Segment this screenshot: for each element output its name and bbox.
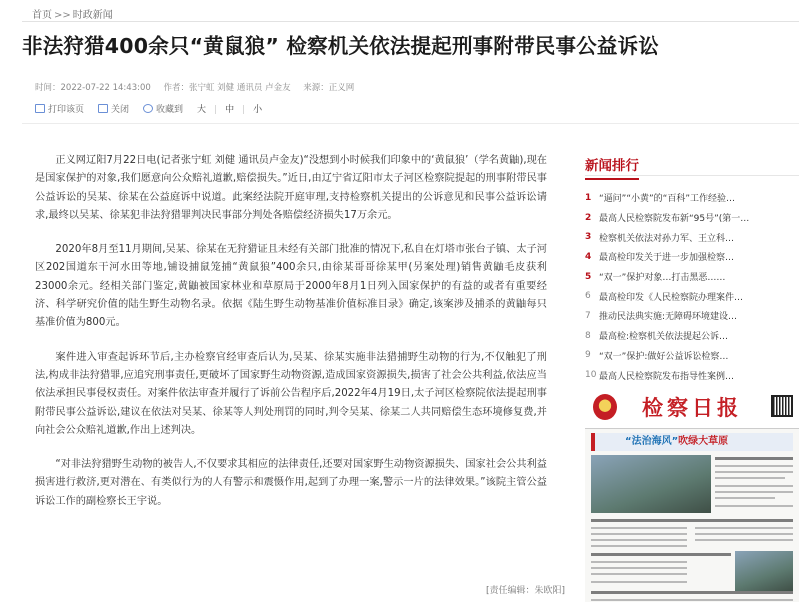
ranking-item[interactable] [585,227,799,247]
breadcrumb [32,6,115,21]
close-button[interactable] [98,102,129,115]
breadcrumb-separator: >> [54,10,71,21]
ranking-link[interactable]: 检察机关依法对孙力军、王立科… [599,233,735,244]
newspaper-text-line [715,497,775,499]
newspaper-text-line [591,545,687,547]
rank-number: 10 [585,370,597,381]
newspaper-text-line [591,567,687,569]
newspaper-text-line [591,581,687,583]
article-paragraph: “对非法狩猎野生动物的被告人,不仅要求其相应的法律责任,还要对国家野生动物资源损失、国家社会公共利益损害进行救济,更对潜在、有类似行为的人有警示和震慑作用,起到了办理一案,警示一片的法律效果。”该院主管公益诉讼工作的副检察长王宇说。 [35,459,547,507]
ranking-link[interactable]: 最高人民检察院发布新“95号”(第一… [599,214,750,225]
ranking-link[interactable]: 最高检印发关于进一步加强检察… [599,253,735,264]
print-icon [35,104,45,113]
newspaper-text-line [591,539,687,541]
rank-number: 2 [585,212,592,223]
newspaper-text-line [715,471,793,473]
article-paragraph: 正义网辽阳7月22日电(记者张宁虹 刘健 通讯员卢金友)“没想到小时候我们印象中的‘黄鼠狼’（学名黄鼬),现在是国家保护的对象,我们愿意向公众赔礼道歉,赔偿损失。”近日,由辽宁省辽阳市太子河区检察院提起的刑事附带民事公益诉讼的吴某、徐某在公益庭诉中说道。此案经法院开庭审理,支持检察机关提出的公诉意见和民事公益诉讼请求,最终以吴某、徐某犯非法狩猎罪判决民事部分判处各赔偿经济损失17万余元。 [35,155,547,221]
article-source: 来源：正义网 [303,83,355,93]
top-divider [22,21,799,22]
close-icon [98,104,108,113]
star-icon [143,104,153,113]
ranking-link[interactable]: 最高检:检察机关依法提起公诉… [599,332,729,343]
rank-number: 5 [585,271,592,282]
newspaper-text-line [591,573,687,575]
rank-number: 6 [585,291,591,302]
rank-number: 3 [585,232,592,243]
ranking-link[interactable]: 最高人民检察院发布指导性案例… [599,371,735,382]
ranking-link[interactable]: “双一”保护:做好公益诉讼检察… [599,351,729,362]
news-ranking [585,128,799,385]
newspaper-preview[interactable] [585,388,799,602]
newspaper-text-line [591,591,793,594]
ranking-item[interactable] [585,306,799,326]
newspaper-text-line [591,553,731,556]
newspaper-banner [591,433,793,451]
font-small-button[interactable]: 小 [253,105,263,115]
newspaper-text-line [715,465,793,467]
newspaper-text-line [591,599,793,601]
rank-number: 1 [585,192,592,203]
print-label: 打印该页 [48,105,85,115]
sidebar [585,128,799,602]
article-time: 时间：2022-07-22 14:43:00 [35,83,151,93]
newspaper-text-line [715,457,793,460]
newspaper-text-line [715,477,785,479]
font-size-switcher [197,102,270,115]
newspaper-text-line [695,527,793,529]
qr-code-icon [771,395,793,417]
newspaper-text-line [591,519,793,522]
favorite-button[interactable] [143,102,183,115]
ranking-item[interactable] [585,346,799,366]
newspaper-text-line [715,485,793,487]
article-title: 非法狩猎400余只“黄鼠狼” 检察机关依法提起刑事附带民事公益诉讼 [22,34,659,58]
rank-number: 8 [585,330,591,341]
procuratorate-emblem-icon [593,394,617,420]
newspaper-text-line [715,491,793,493]
newspaper-text-line [591,533,687,535]
responsible-editor: [责任编辑：朱欧阳] [486,586,566,596]
rank-number: 4 [585,251,592,262]
font-large-button[interactable]: 大 [197,105,207,115]
headline-accent: “法治海风” [625,436,679,447]
font-separator: | [242,105,246,115]
ranking-item[interactable] [585,286,799,306]
newspaper-headline [625,433,728,451]
breadcrumb-home[interactable]: 首页 [32,10,52,21]
rank-number: 7 [585,310,591,321]
newspaper-text-line [695,533,793,535]
newspaper-page [585,428,799,602]
ranking-link[interactable]: 最高检印发《人民检察院办理案件… [599,292,744,303]
font-medium-button[interactable]: 中 [225,105,235,115]
ranking-divider [585,175,799,176]
headline-rest: 吹绿大草原 [678,436,729,447]
toolbar-divider [22,123,799,124]
ranking-list [585,188,799,385]
newspaper-photo [591,455,711,513]
newspaper-photo [735,551,793,591]
newspaper-header [585,388,799,426]
ranking-item[interactable] [585,365,799,385]
article-paragraph: 案件进入审查起诉环节后,主办检察官经审查后认为,吴某、徐某实施非法猎捕野生动物的行为,不仅触犯了刑法,构成非法狩猎罪,应追究刑事责任,更破坏了国家野生动物资源,造成国家资源损失,损害了社会公共利益,依法应当依法承担民事侵权责任。对案件依法审查并履行了诉前公告程序后,2022年4月19日,太子河区检察院依法提起刑事附带民事公益诉讼,建议在依法对吴某、徐某等人判处刑罚的同时,判令吴某、徐某二人共同赔偿生态环境修复费,并向社会公众赔礼道歉,作出上述判决。 [35,351,547,436]
font-separator: | [214,105,218,115]
rank-number: 9 [585,350,591,361]
newspaper-text-line [695,539,793,541]
article-paragraph: 2020年8月至11月期间,吴某、徐某在无狩猎证且未经有关部门批准的情况下,私自在灯塔市张台子镇、太子河区202国道东干河水田等地,铺设捕鼠笼捕“黄鼠狼”400余只,由徐某哥哥徐某甲(另案处理)销售黄鼬毛皮获利23000余元。经相关部门鉴定,黄鼬被国家林业和草原局于2000年8月1日列入国家保护的有益的或者有重要经济、科学研究价值的陆生野生动物名录。依据《陆生野生动物基准价值标准目录》确定,该案涉及捕杀的黄鼬每只基准价值为800元。 [35,244,547,329]
article-body [35,152,547,527]
ranking-item[interactable] [585,267,799,287]
ranking-item[interactable] [585,188,799,208]
article-toolbar [35,102,270,115]
newspaper-text-line [715,505,793,507]
ranking-item[interactable] [585,208,799,228]
newspaper-text-line [591,527,687,529]
newspaper-text-line [591,561,687,563]
close-label: 关闭 [111,105,130,115]
article-meta [35,81,364,93]
ranking-item[interactable] [585,247,799,267]
ranking-link[interactable]: “双一”保护对象…打击黑恶…… [599,273,726,284]
ranking-item[interactable] [585,326,799,346]
newspaper-masthead: 检察日报 [642,395,742,420]
ranking-link[interactable]: “逼问”“小黄”的“百科”工作经验… [599,194,735,205]
favorite-label: 收藏到 [156,105,184,115]
ranking-title: 新闻排行 [585,154,639,180]
breadcrumb-current[interactable]: 时政新闻 [72,10,113,21]
ranking-link[interactable]: 推动民法典实施:无障碍环境建设… [599,312,738,323]
article-author: 作者：张宁虹 刘健 通讯员 卢金友 [163,83,291,93]
print-button[interactable] [35,102,84,115]
ranking-header [585,128,799,180]
